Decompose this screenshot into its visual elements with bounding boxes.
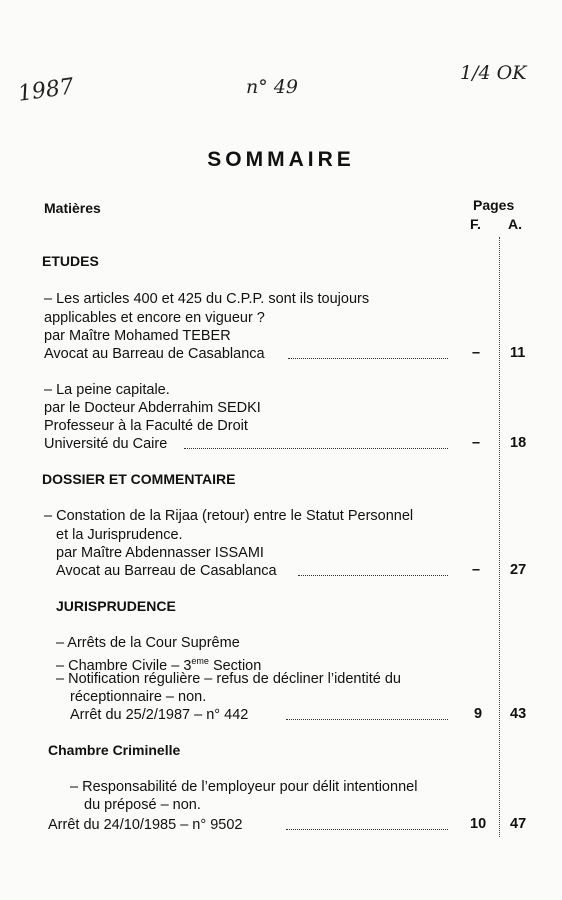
page-title: SOMMAIRE: [207, 148, 355, 171]
page-a: 18: [510, 435, 527, 451]
toc-entry-text: par le Docteur Abderrahim SEDKI: [44, 400, 261, 416]
handwritten-year: 1987: [16, 74, 76, 107]
toc-entry-text: Avocat au Barreau de Casablanca: [56, 563, 277, 579]
toc-entry-text: – Les articles 400 et 425 du C.P.P. sont ils toujours: [44, 291, 370, 307]
page-a: 11: [510, 345, 526, 361]
col-a-header: A.: [508, 216, 522, 232]
col-f-header: F.: [470, 216, 481, 232]
column-divider: [499, 237, 500, 837]
toc-entry-text: Professeur à la Faculté de Droit: [44, 418, 248, 434]
toc-entry-text: Arrêt du 24/10/1985 – n° 9502: [48, 817, 243, 833]
toc-entry-text: du préposé – non.: [84, 797, 201, 813]
ordinal-suffix: eme: [191, 656, 209, 666]
page-a: 43: [510, 706, 527, 722]
toc-entry-text: Université du Caire: [44, 436, 168, 452]
page-f: –: [472, 345, 481, 361]
page-f: –: [472, 562, 481, 578]
page-f: 10: [470, 816, 487, 832]
dot-leader: [286, 706, 448, 720]
toc-entry-text: – La peine capitale.: [44, 382, 170, 398]
page-a: 47: [510, 816, 527, 832]
toc-entry-text: par Maître Abdennasser ISSAMI: [56, 545, 264, 561]
toc-entry-text: Arrêt du 25/2/1987 – n° 442: [70, 707, 249, 723]
handwritten-check: 1/4 OK: [460, 62, 527, 84]
toc-entry-text: – Responsabilité de l’employeur pour délit intentionnel: [70, 779, 418, 795]
dot-leader: [184, 435, 448, 449]
section-heading-criminelle: Chambre Criminelle: [48, 742, 181, 758]
pages-header: Pages: [473, 197, 515, 213]
page-f: 9: [474, 706, 483, 722]
toc-entry-text: – Constation de la Rijaa (retour) entre le Statut Personnel: [44, 508, 414, 524]
section-heading-jurisprudence: JURISPRUDENCE: [56, 598, 176, 614]
toc-entry-text: – Arrêts de la Cour Suprême: [56, 635, 240, 651]
handwritten-number: n° 49: [246, 76, 298, 98]
page-f: –: [472, 435, 481, 451]
dot-leader: [298, 562, 448, 576]
matieres-header: Matières: [44, 200, 101, 216]
toc-entry-text-end: Section: [208, 657, 262, 674]
toc-entry-text: – Notification régulière – refus de décliner l’identité du: [56, 671, 401, 687]
toc-entry-text: Avocat au Barreau de Casablanca: [44, 346, 265, 362]
section-heading-dossier: DOSSIER ET COMMENTAIRE: [42, 471, 236, 487]
toc-entry-text: réceptionnaire – non.: [70, 689, 207, 705]
section-heading-etudes: ETUDES: [42, 253, 99, 269]
dot-leader: [286, 816, 448, 830]
page-a: 27: [510, 562, 527, 578]
toc-entry-text-main: – Chambre Civile – 3: [56, 657, 192, 674]
dot-leader: [288, 345, 448, 359]
toc-entry-text: et la Jurisprudence.: [56, 527, 183, 543]
toc-entry-text: applicables et encore en vigueur ?: [44, 310, 265, 326]
toc-entry-text: par Maître Mohamed TEBER: [44, 328, 231, 344]
